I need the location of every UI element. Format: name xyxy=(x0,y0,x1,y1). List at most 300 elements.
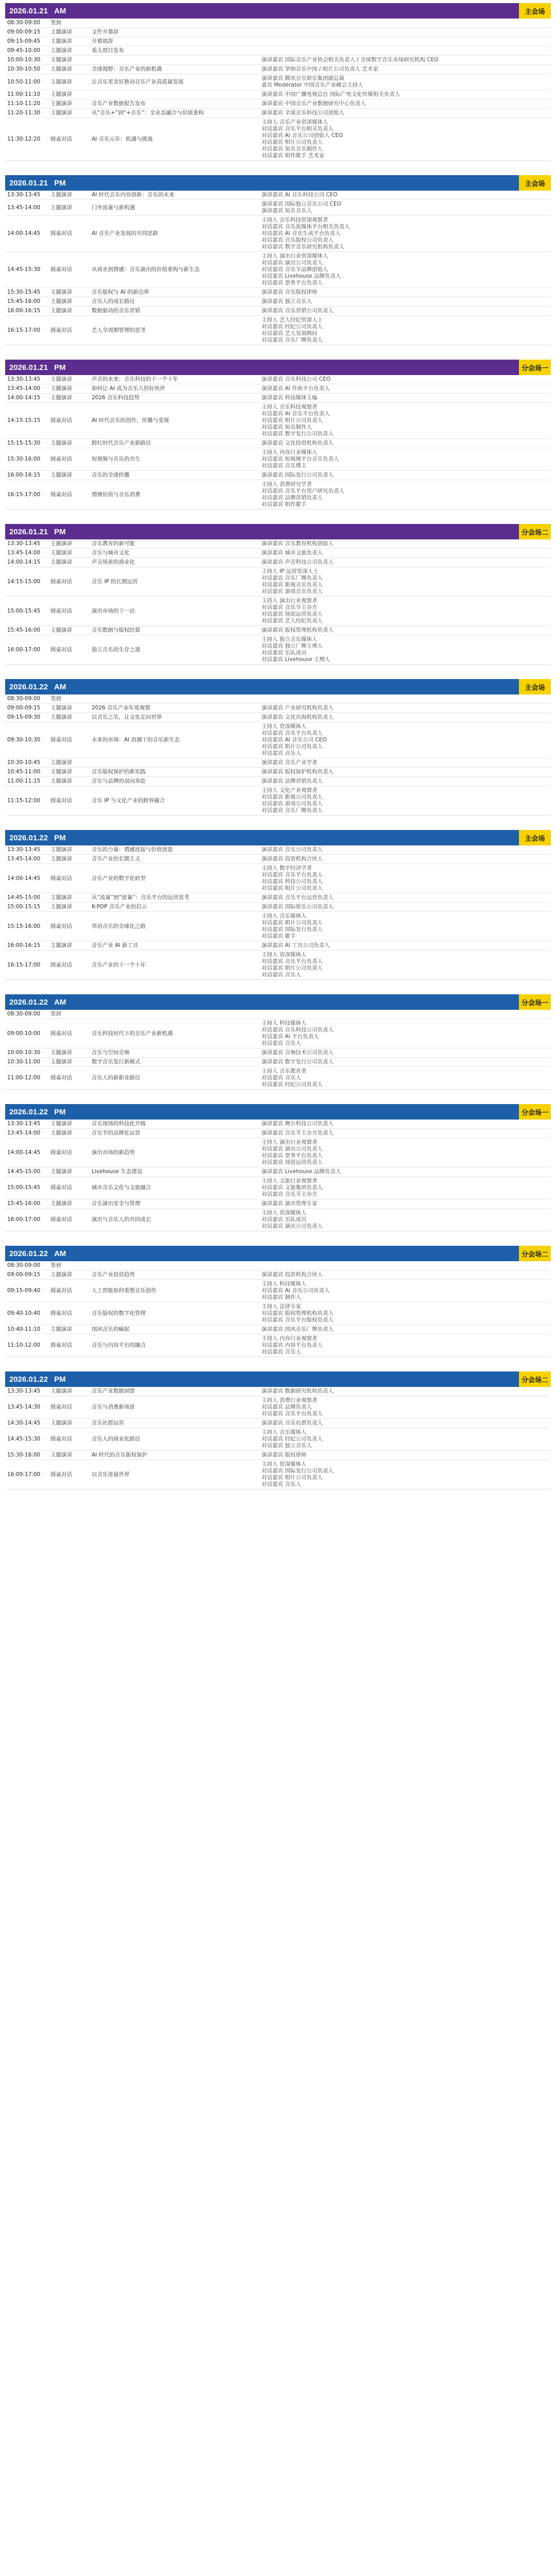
guests-cell xyxy=(259,1199,551,1208)
guests-cell xyxy=(259,252,551,287)
guests-cell xyxy=(259,1428,551,1450)
session-type-cell: 主题演讲 xyxy=(50,1049,72,1056)
session-type-cell: 圆桌对话 xyxy=(50,797,72,804)
session-type-cell: 圆桌对话 xyxy=(50,1436,72,1442)
guest-line: 对话嘉宾 文旅集团负责人 xyxy=(262,1184,323,1191)
guest-line: 对话嘉宾 制作人 xyxy=(262,1294,301,1300)
time-cell: 10:45-11:00 xyxy=(7,769,41,775)
schedule-row xyxy=(5,1128,551,1138)
guest-line: 演讲嘉宾 音乐版权律师 xyxy=(262,289,318,295)
guests-cell xyxy=(259,635,551,664)
section-header xyxy=(5,1371,551,1387)
guest-line: 对话嘉宾 音乐节品牌创始人 xyxy=(262,266,328,273)
agenda-section xyxy=(5,994,551,1090)
schedule-row xyxy=(5,1048,551,1057)
session-type-cell: 主题演讲 xyxy=(50,289,72,295)
guest-line: 演讲嘉宾 华纳音乐中国 / 唱片公司负责人 艺术家 xyxy=(262,66,378,72)
schedule-row xyxy=(5,1302,551,1325)
topic-cell: 2026 音乐科技趋势 xyxy=(92,395,140,401)
session-type-cell: 主题演讲 xyxy=(50,91,72,97)
guest-line: 主持人 艺人经纪资深人士 xyxy=(262,317,323,323)
guest-line: 对话嘉宾 音乐人 xyxy=(262,1040,301,1046)
guests-cell xyxy=(259,539,551,548)
schedule-table xyxy=(5,539,551,665)
guests-cell xyxy=(259,1280,551,1302)
session-type-cell: 主题演讲 xyxy=(50,1168,72,1175)
session-type-cell: 签到 xyxy=(50,1262,61,1268)
time-cell: 10:30-10:50 xyxy=(7,66,41,72)
topic-cell: 音乐产业投资趋势 xyxy=(92,1272,135,1278)
topic-cell: 音乐的力量：情感连接与价值创造 xyxy=(92,846,173,853)
schedule-row xyxy=(5,108,551,117)
topic-cell: 2026 音乐产业年度观察 xyxy=(92,705,151,711)
guest-line: 对话嘉宾 音乐科技公司负责人 xyxy=(262,1027,334,1033)
section-period: PM xyxy=(54,178,66,188)
topic-cell: 重大项目发布 xyxy=(92,47,124,54)
guests-cell xyxy=(259,65,551,74)
time-cell: 10:50-11:00 xyxy=(7,78,41,85)
schedule-row xyxy=(5,539,551,548)
session-type-cell: 主题演讲 xyxy=(50,550,72,556)
session-type-cell: 主题演讲 xyxy=(50,769,72,775)
section-header xyxy=(5,1104,551,1120)
session-type-cell: 圆桌对话 xyxy=(50,135,72,142)
topic-cell: 音乐与内容平台的融合 xyxy=(92,1342,146,1348)
schedule-row xyxy=(5,1066,551,1089)
topic-cell: 从“音乐+”到“+音乐”：全业态融合与价值重构 xyxy=(92,110,204,116)
schedule-row xyxy=(5,786,551,815)
schedule-row xyxy=(5,306,551,315)
session-type-cell: 主题演讲 xyxy=(50,1130,72,1136)
guest-line: 主持人 资深媒体人 xyxy=(262,723,307,730)
guest-line: 演讲嘉宾 音乐节主办方负责人 xyxy=(262,1130,334,1136)
topic-cell: 人工智能如何重塑音乐创作 xyxy=(92,1287,157,1294)
guest-line: 对话嘉宾 唱片公司负责人 xyxy=(262,1475,323,1481)
guests-cell xyxy=(259,307,551,315)
guests-cell xyxy=(259,777,551,786)
guest-line: 演讲嘉宾 品牌营销负责人 xyxy=(262,778,323,784)
guest-line: 演讲嘉宾 文化出海机构负责人 xyxy=(262,714,334,720)
guest-line: 主持人 音乐媒体人 xyxy=(262,913,307,919)
session-type-cell: 主题演讲 xyxy=(50,856,72,862)
topic-cell: 音乐人的新职业路径 xyxy=(92,1075,141,1081)
guest-line: 对话嘉宾 Livehouse 主理人 xyxy=(262,656,331,663)
guests-cell xyxy=(259,549,551,557)
schedule-row xyxy=(5,776,551,786)
guests-cell xyxy=(259,903,551,911)
guest-line: 对话嘉宾 游戏公司负责人 xyxy=(262,801,323,807)
session-type-cell: 圆桌对话 xyxy=(50,1149,72,1156)
time-cell: 15:30-16:00 xyxy=(7,456,41,462)
guests-cell xyxy=(259,1261,551,1270)
session-type-cell: 主题演讲 xyxy=(50,1121,72,1127)
session-type-cell: 圆桌对话 xyxy=(50,417,72,423)
time-cell: 09:40-10:40 xyxy=(7,1310,41,1316)
guests-cell xyxy=(259,74,551,90)
schedule-row xyxy=(5,703,551,713)
session-type-cell: 圆桌对话 xyxy=(50,578,72,585)
topic-cell: 城市音乐文化与文旅融合 xyxy=(92,1184,151,1191)
schedule-row xyxy=(5,470,551,480)
schedule-row xyxy=(5,893,551,902)
guest-line: 演讲嘉宾 音乐营销公司负责人 xyxy=(262,308,334,314)
guest-line: 对话嘉宾 音乐平台版权负责人 xyxy=(262,1317,334,1323)
guest-line: 主持人 资深媒体人 xyxy=(262,952,307,958)
session-type-cell: 圆桌对话 xyxy=(50,961,72,968)
topic-cell: 音乐现场的科技化升级 xyxy=(92,1121,146,1127)
agenda-section xyxy=(5,1371,551,1489)
schedule-row xyxy=(5,911,551,941)
schedule-row xyxy=(5,438,551,448)
topic-cell: 音乐教育的新可能 xyxy=(92,540,135,547)
session-type-cell: 主题演讲 xyxy=(50,540,72,547)
schedule-row xyxy=(5,694,551,703)
topic-cell: 演出市场的下一站 xyxy=(92,607,135,614)
guest-line: 嘉宾 Moderator 中国音乐产业峰会主持人 xyxy=(262,82,363,88)
schedule-row xyxy=(5,19,551,27)
time-cell: 16:00-16:15 xyxy=(7,472,41,478)
guest-line: 演讲嘉宾 Livehouse 品牌负责人 xyxy=(262,1168,341,1175)
guests-cell xyxy=(259,558,551,567)
guest-line: 对话嘉宾 演出公司负责人 xyxy=(262,260,323,266)
time-cell: 15:00-15:45 xyxy=(7,607,41,614)
guest-line: 主持人 资深媒体人 xyxy=(262,1210,307,1216)
guest-line: 对话嘉宾 品牌负责人 xyxy=(262,1404,312,1410)
guest-line: 演讲嘉宾 音频技术公司负责人 xyxy=(262,1049,334,1056)
guests-cell xyxy=(259,1019,551,1048)
guest-line: 演讲嘉宾 版权律师 xyxy=(262,1452,307,1458)
time-cell: 09:00-09:15 xyxy=(7,1272,41,1278)
guest-line: 主持人 音乐产业资深媒体人 xyxy=(262,119,328,125)
guest-line: 主持人 科技媒体人 xyxy=(262,1020,307,1026)
guests-cell xyxy=(259,19,551,27)
topic-cell xyxy=(90,56,259,64)
venue-tag: 主会场 xyxy=(519,3,551,19)
session-type-cell: 主题演讲 xyxy=(50,440,72,446)
guests-cell xyxy=(259,56,551,64)
guests-cell xyxy=(259,1209,551,1231)
guests-cell xyxy=(259,1419,551,1428)
topic-cell: 如何让 AI 成为音乐人的好伙伴 xyxy=(92,385,165,392)
guests-cell xyxy=(259,704,551,713)
guest-line: 主持人 演出行业资深媒体人 xyxy=(262,253,328,259)
guest-line: 对话嘉宾 国际发行负责人 xyxy=(262,926,323,933)
session-type-cell: 主题演讲 xyxy=(50,192,72,198)
session-type-cell: 主题演讲 xyxy=(50,894,72,901)
schedule-row xyxy=(5,251,551,287)
time-cell: 13:45-14:00 xyxy=(7,204,41,211)
topic-cell: 音乐人的成长路径 xyxy=(92,298,135,304)
guests-cell xyxy=(259,768,551,776)
schedule-row xyxy=(5,1460,551,1489)
session-type-cell: 主题演讲 xyxy=(50,1059,72,1065)
guest-line: 对话嘉宾 AI 音乐公司 CEO xyxy=(262,737,327,743)
guests-cell xyxy=(259,99,551,108)
agenda-section xyxy=(5,3,551,161)
schedule-row xyxy=(5,402,551,438)
guest-line: 对话嘉宾 乐队成员 xyxy=(262,1216,307,1223)
time-cell: 14:00-14:15 xyxy=(7,559,41,565)
guest-line: 演讲嘉宾 声音科技公司负责人 xyxy=(262,559,334,565)
time-cell: 11:20-11:30 xyxy=(7,110,41,116)
schedule-row xyxy=(5,941,551,950)
guest-line: 对话嘉宾 国际发行公司负责人 xyxy=(262,1468,334,1474)
guest-line: 演讲嘉宾 文化投资机构负责人 xyxy=(262,440,334,446)
session-type-cell: 圆桌对话 xyxy=(50,1287,72,1294)
guest-line: 对话嘉宾 音乐博主 xyxy=(262,463,307,469)
guest-line: 主持人 演出行业观察者 xyxy=(262,598,318,604)
guest-line: 演讲嘉宾 腾讯音乐娱乐集团副总裁 xyxy=(262,75,344,81)
guest-line: 主持人 文化产业观察者 xyxy=(262,787,318,793)
topic-cell: 音乐与城市文化 xyxy=(92,550,130,556)
topic-cell: 音乐产业的长期主义 xyxy=(92,856,141,862)
guest-line: 演讲嘉宾 音乐社群负责人 xyxy=(262,1420,323,1426)
schedule-row xyxy=(5,1396,551,1418)
guests-cell xyxy=(259,471,551,480)
schedule-row xyxy=(5,1387,551,1396)
session-type-cell: 主题演讲 xyxy=(50,308,72,314)
guest-line: 对话嘉宾 经纪公司负责人 xyxy=(262,1081,323,1088)
topic-cell: 情绪价值与音乐消费 xyxy=(92,491,141,498)
schedule-row xyxy=(5,27,551,37)
guests-cell xyxy=(259,1325,551,1334)
time-cell: 11:00-12:00 xyxy=(7,1075,41,1081)
time-cell: 10:00-10:30 xyxy=(7,57,41,63)
session-type-cell: 主题演讲 xyxy=(50,705,72,711)
section-period: PM xyxy=(54,1375,66,1384)
guest-line: 对话嘉宾 数字发行公司负责人 xyxy=(262,431,334,437)
section-header xyxy=(5,830,551,845)
topic-cell: AI 时代音乐内容创新：音乐的未来 xyxy=(92,192,175,198)
time-cell: 09:30-10:30 xyxy=(7,737,41,743)
guest-line: 演讲嘉宾 演出管理专家 xyxy=(262,1200,318,1207)
guest-line: 对话嘉宾 音乐厂牌负责人 xyxy=(262,337,323,343)
schedule-row xyxy=(5,863,551,893)
guest-line: 对话嘉宾 票务平台负责人 xyxy=(262,280,323,286)
guests-cell xyxy=(259,758,551,767)
schedule-row xyxy=(5,117,551,160)
guests-cell xyxy=(259,384,551,393)
guests-cell xyxy=(259,394,551,402)
schedule-row xyxy=(5,845,551,854)
schedule-row xyxy=(5,758,551,767)
schedule-row xyxy=(5,557,551,567)
time-cell: 10:30-10:45 xyxy=(7,759,41,766)
topic-cell: 未来的市场：AI 浪潮下的音乐新生态 xyxy=(92,737,180,743)
time-cell: 13:30-13:45 xyxy=(7,192,41,198)
guests-cell xyxy=(259,1129,551,1138)
guests-cell xyxy=(259,1387,551,1396)
guest-line: 对话嘉宾 AI 音乐公司创始人 CEO xyxy=(262,132,343,139)
topic-cell: 从商业到情感：音乐演出的价值重构与新生态 xyxy=(92,266,200,273)
guest-line: 对话嘉宾 唱片公司负责人 xyxy=(262,885,323,891)
schedule-row xyxy=(5,1057,551,1066)
session-type-cell: 圆桌对话 xyxy=(50,1310,72,1316)
guests-cell xyxy=(259,626,551,635)
guest-line: 对话嘉宾 内容平台负责人 xyxy=(262,1342,323,1348)
section-date: 2026.01.22 xyxy=(9,833,48,842)
session-type-cell: 圆桌对话 xyxy=(50,1075,72,1081)
time-cell: 16:00-17:00 xyxy=(7,1471,41,1478)
session-type-cell: 主题演讲 xyxy=(50,57,72,63)
topic-cell: 音乐版权与 AI 的新边界 xyxy=(92,289,149,295)
topic-cell: Livehouse 生态建设 xyxy=(92,1168,143,1175)
guest-line: 演讲嘉宾 版权保护机构负责人 xyxy=(262,769,334,775)
guests-cell xyxy=(259,1451,551,1460)
guest-line: 对话嘉宾 短视频平台音乐负责人 xyxy=(262,456,339,462)
time-cell: 09:45-10:00 xyxy=(7,47,41,54)
session-type-cell: 签到 xyxy=(50,696,61,702)
agenda-section xyxy=(5,1246,551,1357)
topic-cell xyxy=(90,1261,259,1270)
topic-cell: AI 音乐元年：机遇与挑战 xyxy=(92,135,153,142)
guest-line: 对话嘉宾 音乐人 xyxy=(262,972,301,978)
session-type-cell: 主题演讲 xyxy=(50,1326,72,1332)
guest-line: 对话嘉宾 品牌营销负责人 xyxy=(262,495,323,501)
schedule-row xyxy=(5,1279,551,1302)
session-type-cell: 圆桌对话 xyxy=(50,1216,72,1223)
time-cell: 11:30-12:20 xyxy=(7,135,41,142)
guests-cell xyxy=(259,951,551,979)
guest-line: 演讲嘉宾 数字发行公司负责人 xyxy=(262,1059,334,1065)
schedule-row xyxy=(5,1334,551,1357)
section-header xyxy=(5,679,551,694)
schedule-row xyxy=(5,1199,551,1208)
guest-line: 对话嘉宾 音乐平台相关负责人 xyxy=(262,126,334,132)
guest-line: 对话嘉宾 AI 音乐生成平台负责人 xyxy=(262,230,341,236)
guest-line: 演讲嘉宾 科技媒体主编 xyxy=(262,395,318,401)
guests-cell xyxy=(259,37,551,46)
venue-tag: 分会场一 xyxy=(519,360,551,375)
guests-cell xyxy=(259,448,551,470)
guest-line: 对话嘉宾 音乐人 xyxy=(262,750,301,756)
guests-cell xyxy=(259,109,551,117)
time-cell: 14:00-14:15 xyxy=(7,395,41,401)
session-type-cell: 主题演讲 xyxy=(50,47,72,54)
time-cell: 15:45-16:00 xyxy=(7,1200,41,1207)
time-cell: 14:15-15:00 xyxy=(7,578,41,585)
time-cell: 16:00-17:00 xyxy=(7,1216,41,1223)
guest-line: 演讲嘉宾 国际发行公司负责人 xyxy=(262,472,334,478)
topic-cell: 数字音乐发行新模式 xyxy=(92,1059,141,1065)
guests-cell xyxy=(259,216,551,251)
time-cell: 11:00-11:10 xyxy=(7,91,41,97)
section-header xyxy=(5,360,551,375)
schedule-table xyxy=(5,1120,551,1231)
guest-line: 对话嘉宾 科技公司负责人 xyxy=(262,878,323,885)
guests-cell xyxy=(259,786,551,815)
schedule-row xyxy=(5,767,551,776)
guests-cell xyxy=(259,297,551,306)
schedule-row xyxy=(5,74,551,90)
guest-line: 演讲嘉宾 数据研究机构负责人 xyxy=(262,1388,334,1394)
guest-line: 对话嘉宾 影视音乐负责人 xyxy=(262,582,323,588)
topic-cell: AI 时代的音乐版权保护 xyxy=(92,1452,148,1458)
guests-cell xyxy=(259,375,551,384)
time-cell: 14:00-14:45 xyxy=(7,1149,41,1156)
time-cell: 09:00-09:15 xyxy=(7,705,41,711)
topic-cell: 音乐演出安全与管理 xyxy=(92,1200,141,1207)
section-period: AM xyxy=(54,682,66,691)
topic-cell: 声音的未来：音乐科技的下一个十年 xyxy=(92,376,178,382)
time-cell: 13:30-13:45 xyxy=(7,1388,41,1394)
guests-cell xyxy=(259,1167,551,1176)
schedule-row xyxy=(5,635,551,664)
session-type-cell: 圆桌对话 xyxy=(50,1184,72,1191)
time-cell: 13:30-13:45 xyxy=(7,846,41,853)
guest-line: 对话嘉宾 场馆运营负责人 xyxy=(262,1159,323,1165)
guest-line: 对话嘉宾 音乐平台负责人 xyxy=(262,1411,323,1417)
agenda-section xyxy=(5,360,551,510)
time-cell: 14:45-15:00 xyxy=(7,894,41,901)
topic-cell: 音乐科技时代下的音乐产业新机遇 xyxy=(92,1030,173,1037)
guest-line: 对话嘉宾 音乐平台负责人 xyxy=(262,872,323,878)
guests-cell xyxy=(259,1396,551,1418)
schedule-row xyxy=(5,1270,551,1279)
guest-line: 演讲嘉宾 城市文旅负责人 xyxy=(262,550,323,556)
time-cell: 13:45-14:00 xyxy=(7,385,41,392)
session-type-cell: 主题演讲 xyxy=(50,78,72,85)
session-type-cell: 主题演讲 xyxy=(50,904,72,910)
time-cell: 16:00-16:15 xyxy=(7,942,41,948)
schedule-row xyxy=(5,1208,551,1231)
guests-cell xyxy=(259,439,551,448)
schedule-row xyxy=(5,1325,551,1334)
schedule-row xyxy=(5,1176,551,1199)
guests-cell xyxy=(259,1048,551,1057)
guests-cell xyxy=(259,200,551,215)
time-cell: 08:30-09:00 xyxy=(7,1011,41,1017)
agenda-section xyxy=(5,175,551,345)
topic-cell: 独立音乐的生存之道 xyxy=(92,646,141,653)
session-type-cell: 主题演讲 xyxy=(50,1200,72,1207)
guest-line: 对话嘉宾 演出公司负责人 xyxy=(262,1146,323,1152)
guest-line: 对话嘉宾 音乐平台负责人 xyxy=(262,730,323,736)
guest-line: 对话嘉宾 音乐人 xyxy=(262,1075,301,1081)
time-cell: 10:30-11:00 xyxy=(7,1059,41,1065)
session-type-cell: 主题演讲 xyxy=(50,846,72,853)
schedule-row xyxy=(5,480,551,509)
time-cell: 14:15-15:15 xyxy=(7,417,41,423)
schedule-row xyxy=(5,287,551,297)
topic-cell: 音乐人的商业化路径 xyxy=(92,1436,141,1442)
guests-cell xyxy=(259,316,551,345)
guest-line: 对话嘉宾 经纪公司负责人 xyxy=(262,1436,323,1442)
time-cell: 13:30-13:45 xyxy=(7,540,41,547)
topic-cell: 门外流量与新机遇 xyxy=(92,204,135,211)
guest-line: 对话嘉宾 音乐平台负责人 xyxy=(262,958,323,964)
section-period: PM xyxy=(54,833,66,842)
guest-line: 对话嘉宾 音乐节主办方 xyxy=(262,604,318,611)
schedule-table xyxy=(5,845,551,980)
time-cell: 13:45-14:00 xyxy=(7,856,41,862)
agenda-section xyxy=(5,830,551,980)
session-type-cell: 圆桌对话 xyxy=(50,491,72,498)
section-date: 2026.01.21 xyxy=(9,527,48,536)
schedule-row xyxy=(5,215,551,251)
schedule-row xyxy=(5,1450,551,1460)
guest-line: 主持人 消费行业观察者 xyxy=(262,1397,318,1403)
time-cell: 15:45-16:00 xyxy=(7,627,41,633)
session-type-cell: 圆桌对话 xyxy=(50,456,72,462)
topic-cell: 以音乐连接世界 xyxy=(92,1471,130,1478)
guest-line: 演讲嘉宾 产业研究机构负责人 xyxy=(262,705,334,711)
schedule-row xyxy=(5,315,551,345)
guest-line: 演讲嘉宾 投资机构合伙人 xyxy=(262,856,323,862)
session-type-cell: 主题演讲 xyxy=(50,1420,72,1426)
section-period: AM xyxy=(54,997,66,1007)
schedule-row xyxy=(5,375,551,384)
